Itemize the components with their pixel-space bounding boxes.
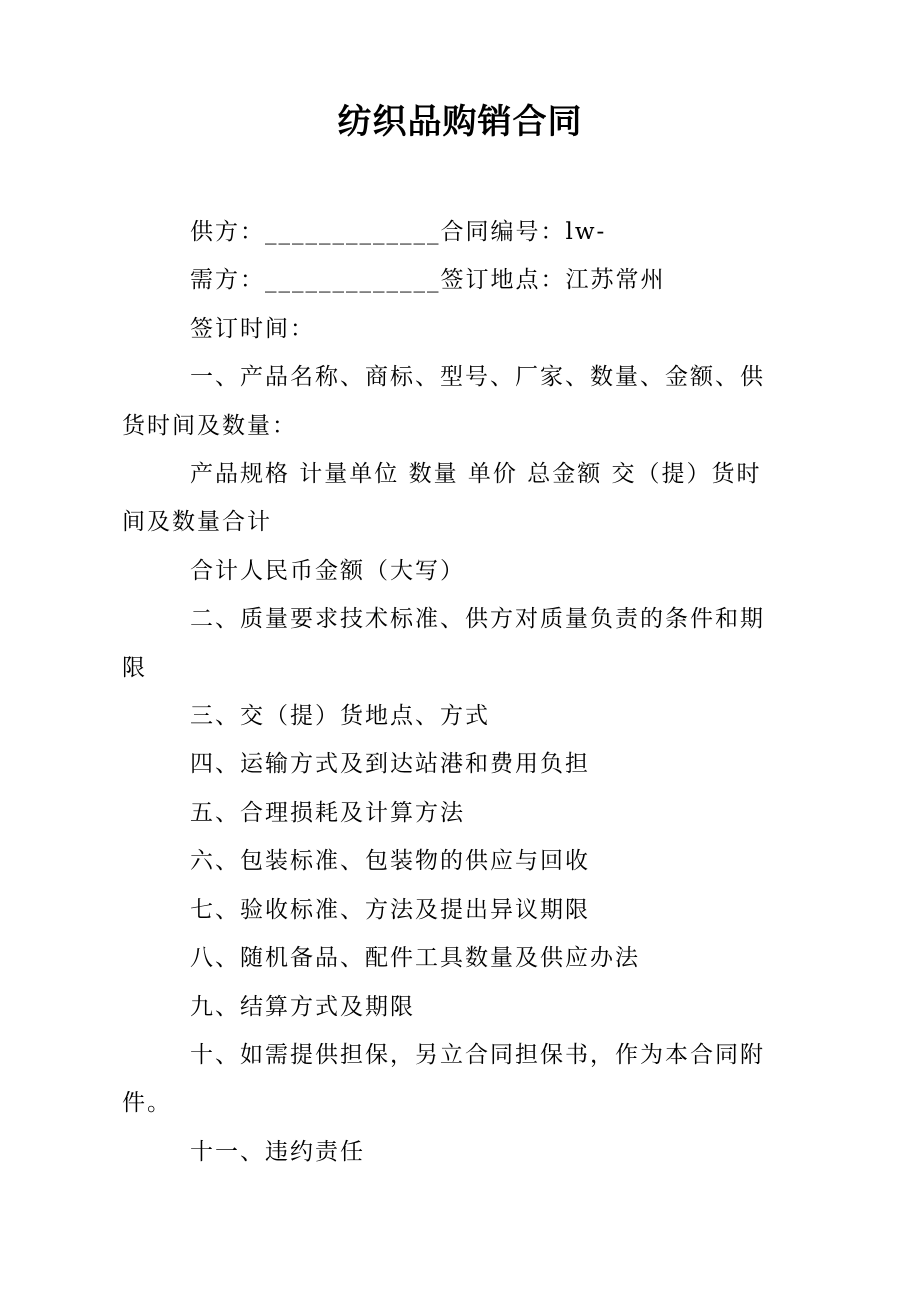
clause-2-line-1: 二、质量要求技术标准、供方对质量负责的条件和期 [190, 606, 765, 633]
clause-9: 九、结算方式及期限 [190, 993, 415, 1020]
buyer-blank: _____________ [265, 267, 441, 294]
supplier-blank: _____________ [265, 219, 441, 245]
clause-11: 十一、违约责任 [190, 1138, 365, 1165]
clause-6: 六、包装标准、包装物的供应与回收 [190, 848, 590, 875]
clause-10-line-2: 件。 [122, 1090, 172, 1117]
document-title: 纺织品购销合同 [337, 102, 583, 142]
document-body [0, 208, 798, 1176]
table-header-line-2: 间及数量合计 [122, 509, 272, 536]
table-header-line-1: 产品规格 计量单位 数量 单价 总金额 交（提）货时 [190, 461, 762, 488]
signing-time-label: 签订时间： [190, 315, 315, 342]
clause-3: 三、交（提）货地点、方式 [190, 703, 490, 730]
clause-1-line-1: 一、产品名称、商标、型号、厂家、数量、金额、供 [190, 364, 765, 391]
signing-place-label: 签订地点： [440, 267, 566, 294]
clause-10-line-1: 十、如需提供担保，另立合同担保书，作为本合同附 [190, 1041, 765, 1068]
clause-1-line-2: 货时间及数量： [122, 412, 297, 439]
buyer-label: 需方： [190, 267, 265, 294]
supplier-line [122, 208, 798, 256]
signing-place-value: 江苏常州 [565, 267, 666, 294]
supplier-label: 供方： [190, 219, 265, 245]
clause-7: 七、验收标准、方法及提出异议期限 [190, 896, 590, 923]
clause-2-line-2: 限 [122, 654, 147, 681]
contract-no-value: lw- [565, 219, 607, 245]
total-amount-label: 合计人民币金额（大写） [190, 557, 465, 584]
clause-4: 四、运输方式及到达站港和费用负担 [190, 751, 590, 778]
clause-5: 五、合理损耗及计算方法 [190, 799, 465, 826]
clause-8: 八、随机备品、配件工具数量及供应办法 [190, 945, 640, 972]
buyer-line [122, 256, 798, 304]
contract-no-label: 合同编号： [440, 219, 566, 245]
